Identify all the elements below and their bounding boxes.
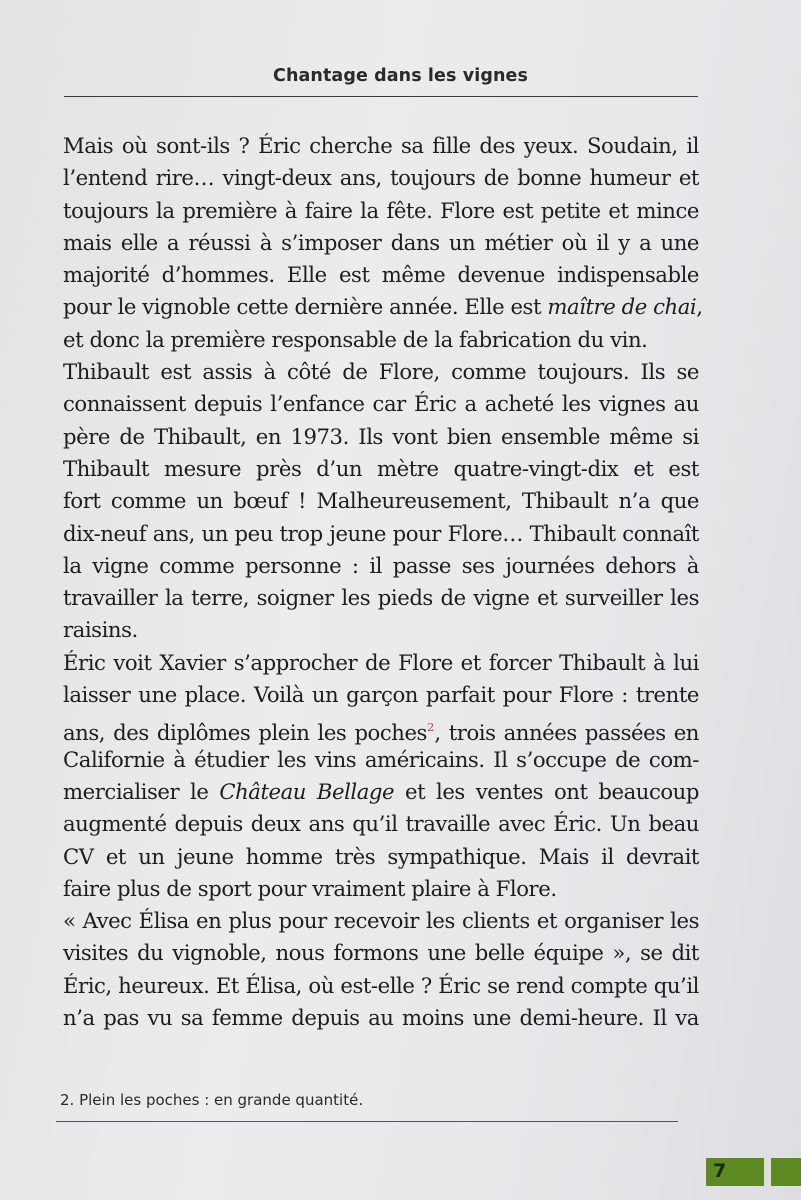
- text-line: n’a pas vu sa femme depuis au moins une demi-heure. Il va: [63, 1005, 699, 1031]
- text-line: l’entend rire… vingt-deux ans, toujours de bonne humeur et: [63, 165, 699, 191]
- text-line: travailler la terre, soigner les pieds de vigne et surveiller les: [63, 585, 699, 611]
- text-line: la vigne comme personne : il passe ses journées dehors à: [63, 552, 699, 578]
- text-line: CV et un jeune homme très sympathique. Mais il devrait: [63, 843, 699, 869]
- text-line: et donc la première responsable de la fabrication du vin.: [63, 326, 648, 352]
- text-line: fort comme un bœuf ! Malheureusement, Thibault n’a que: [63, 488, 699, 514]
- text-line: raisins.: [63, 617, 138, 643]
- text-line: Thibault mesure près d’un mètre quatre-vingt-dix et est: [63, 455, 699, 481]
- text-line: connaissent depuis l’enfance car Éric a acheté les vignes au: [63, 391, 699, 417]
- text-line: Californie à étudier les vins américains. Il s’occupe de com-: [63, 746, 699, 772]
- text-line: ans, des diplômes plein les poches$^2$, trois années passées en: [63, 720, 699, 746]
- text-line: Thibault est assis à côté de Flore, comme toujours. Ils se: [63, 359, 699, 385]
- text-line: mais elle a réussi à s’imposer dans un métier où il y a une: [63, 229, 699, 255]
- text-line: faire plus de sport pour vraiment plaire à Flore.: [63, 875, 557, 901]
- running-header: Chantage dans les vignes: [273, 66, 528, 86]
- text-line: « Avec Élisa en plus pour recevoir les clients et organiser les: [63, 908, 699, 934]
- page-number: 7: [713, 1160, 727, 1182]
- text-line: visites du vignoble, nous formons une belle équipe », se dit: [63, 940, 699, 966]
- text-line: Mais où sont-ils ? Éric cherche sa fille des yeux. Soudain, il: [63, 133, 699, 158]
- header-rule: [64, 96, 698, 97]
- text-line: pour le vignoble cette dernière année. Elle est maître de chai,: [63, 294, 703, 320]
- text-line: Éric, heureux. Et Élisa, où est-elle ? Éric se rend compte qu’il: [63, 972, 699, 998]
- text-line: majorité d’hommes. Elle est même devenue indispensable: [63, 262, 699, 288]
- text-line: mercialiser le Château Bellage et les ventes ont beaucoup: [63, 778, 699, 804]
- page-edge-tab: [771, 1158, 801, 1186]
- text-line: père de Thibault, en 1973. Ils vont bien ensemble même si: [63, 423, 699, 449]
- body-text: [63, 130, 703, 1034]
- text-line: augmenté depuis deux ans qu’il travaille avec Éric. Un beau: [63, 811, 699, 837]
- text-line: dix-neuf ans, un peu trop jeune pour Flore… Thibault connaît: [63, 520, 699, 546]
- text-line: Éric voit Xavier s’approcher de Flore et forcer Thibault à lui: [63, 649, 699, 675]
- footnote: 2. Plein les poches : en grande quantité.: [60, 1091, 364, 1109]
- page-number-box: [706, 1158, 764, 1186]
- text-line: toujours la première à faire la fête. Flore est petite et mince: [63, 197, 699, 223]
- text-line: laisser une place. Voilà un garçon parfait pour Flore : trente: [63, 682, 699, 708]
- footnote-rule: [56, 1121, 678, 1122]
